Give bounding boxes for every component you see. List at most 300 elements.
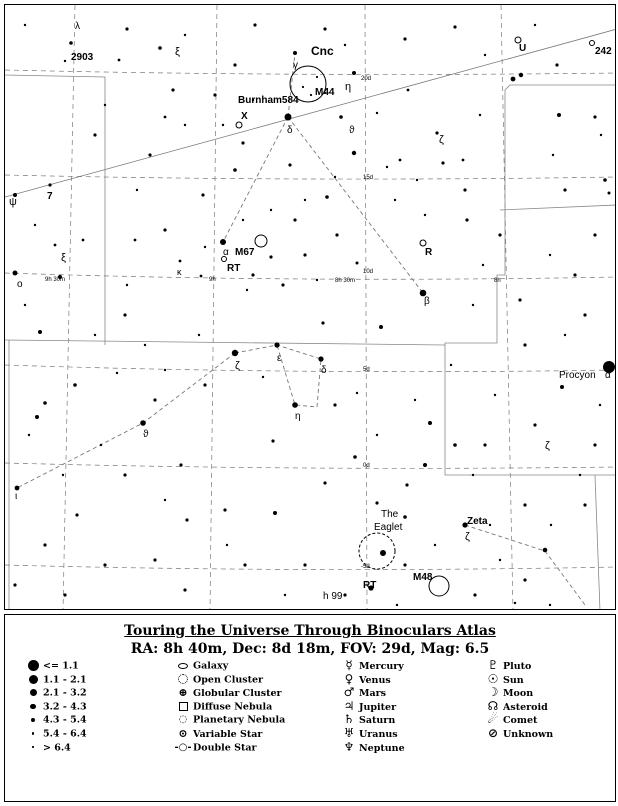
planet-row-label: Jupiter: [359, 701, 397, 713]
star: [403, 37, 406, 40]
star: [579, 474, 581, 476]
procyon-label: Procyon: [559, 370, 596, 381]
ra-9h-label: 9h: [209, 277, 216, 283]
star: [511, 77, 516, 82]
star: [222, 124, 224, 126]
rt2-label: RT: [363, 580, 377, 591]
star: [557, 113, 561, 117]
star: [353, 455, 357, 459]
star: [284, 594, 286, 596]
star: [274, 342, 279, 347]
theta-cnc-label: ϑ: [349, 125, 355, 136]
object-type-row: [173, 741, 285, 755]
dec-20-label: 20d: [361, 76, 372, 82]
stars: [13, 23, 616, 606]
planet-symbol-icon: ♄: [343, 712, 355, 727]
star: [164, 116, 167, 119]
star: [593, 115, 596, 118]
star: [288, 163, 291, 166]
star: [316, 279, 318, 281]
star: [482, 264, 484, 266]
star: [339, 115, 343, 119]
star: [13, 271, 18, 276]
star: [316, 76, 318, 78]
object-type-row-label: Globular Cluster: [193, 687, 282, 699]
star: [599, 404, 601, 406]
star: [73, 383, 77, 387]
rt-label: RT: [227, 263, 241, 274]
magnitude-dot-icon: [32, 732, 35, 735]
zeta-cmi-label: ζ: [545, 440, 550, 452]
alpha-cnc-label: α: [223, 247, 229, 258]
lambda-label: λ: [75, 21, 80, 32]
epsilon-hya-label: ε: [277, 353, 282, 364]
globular-cluster-icon: ⊕: [178, 686, 188, 700]
star: [396, 604, 398, 606]
star: [394, 199, 396, 201]
star: [103, 563, 106, 566]
magnitude-row-label: > 6.4: [43, 741, 71, 753]
star: [164, 499, 166, 501]
body-symbol-icon: ☽: [487, 685, 499, 700]
star: [560, 385, 564, 389]
star: [184, 124, 186, 126]
zeta-hya-label: ζ: [235, 360, 240, 372]
star: [600, 134, 602, 136]
eta-hya-label: η: [295, 411, 301, 422]
zeta-mon-label: ζ: [465, 531, 470, 543]
star: [203, 383, 206, 386]
star: [204, 246, 206, 248]
star: [549, 604, 551, 606]
star: [302, 86, 304, 88]
dec-grid: [5, 70, 616, 570]
star: [519, 73, 523, 77]
iota-hya-label: ι: [15, 491, 18, 502]
star: [118, 59, 121, 62]
m67-cluster-marker: [255, 235, 267, 247]
chart-labels: [9, 21, 612, 602]
dec-5-label: 5d: [363, 367, 370, 373]
star: [552, 154, 554, 156]
burnham584-label: Burnham584: [238, 95, 299, 106]
star: [379, 325, 383, 329]
object-type-row-label: Variable Star: [193, 728, 263, 740]
x-variable-marker: [236, 122, 242, 128]
star: [35, 415, 39, 419]
zeta-cnc-label: ζ: [439, 134, 444, 146]
psi-label: ψ: [9, 196, 17, 208]
object-type-row: [173, 659, 285, 673]
star: [242, 219, 244, 221]
star: [483, 443, 486, 446]
planet-row: [339, 713, 405, 727]
constellation-lines: [17, 53, 585, 605]
magnitude-row-label: 2.1 - 3.2: [43, 687, 87, 699]
magnitude-dot-icon: [30, 689, 37, 696]
planet-row-label: Mercury: [359, 660, 404, 672]
star: [403, 515, 407, 519]
ra-8h-label: 8h: [494, 278, 501, 284]
star: [523, 503, 526, 506]
star: [534, 24, 536, 26]
star: [405, 483, 408, 486]
planet-row: [339, 659, 405, 673]
body-symbol-icon: ☉: [487, 671, 499, 686]
star: [201, 193, 204, 196]
diffuse-nebula-icon: [179, 701, 188, 712]
star: [200, 275, 203, 278]
star: [453, 443, 457, 447]
planet-row-label: Mars: [359, 687, 387, 699]
magnitude-row: [23, 686, 87, 700]
star: [318, 356, 323, 361]
star: [246, 289, 248, 291]
eaglet-label-line1: The: [381, 509, 399, 520]
x-label: X: [241, 111, 248, 122]
star: [158, 46, 162, 50]
star: [376, 434, 378, 436]
object-type-row: [173, 686, 285, 700]
star: [549, 254, 551, 256]
star: [555, 63, 558, 66]
star: [125, 27, 128, 30]
star: [414, 399, 416, 401]
star: [179, 260, 182, 263]
planet-row-label: Neptune: [359, 742, 405, 754]
xi-top-label: ξ: [175, 46, 180, 58]
planet-row: [339, 700, 405, 714]
star: [153, 398, 156, 401]
star: [82, 239, 85, 242]
object-type-row-label: Galaxy: [193, 660, 229, 672]
object-type-row-label: Open Cluster: [193, 673, 264, 685]
star: [243, 563, 246, 566]
omicron-label: o: [17, 279, 23, 290]
star: [356, 262, 359, 265]
star: [198, 334, 200, 336]
body-symbol-icon: ♇: [487, 658, 499, 672]
magnitude-dot-icon: [31, 718, 35, 722]
star: [489, 524, 491, 526]
star: [293, 51, 297, 55]
star: [24, 24, 26, 26]
star: [335, 233, 338, 236]
star: [75, 513, 78, 516]
star: [523, 343, 526, 346]
planet-symbol-icon: ♃: [343, 698, 355, 713]
star: [352, 71, 356, 75]
other-body-row-label: Unknown: [503, 728, 554, 740]
star: [293, 218, 296, 221]
ra-9h30-label: 9h 30m: [45, 277, 66, 283]
star: [386, 166, 388, 168]
star: [407, 89, 410, 92]
star: [465, 218, 468, 221]
r-variable-marker: [420, 240, 426, 246]
star: [116, 372, 118, 374]
star: [356, 392, 358, 394]
other-body-row-label: Pluto: [503, 660, 532, 672]
star: [223, 508, 226, 511]
star: [593, 443, 596, 446]
other-body-row: [483, 673, 553, 687]
star: [403, 563, 406, 566]
star: [564, 334, 566, 336]
star: [163, 228, 166, 231]
star: [253, 23, 256, 26]
planet-row: [339, 686, 405, 700]
planetary-nebula-icon: ◌: [178, 714, 188, 726]
star: [514, 602, 516, 604]
star-chart-canvas: [5, 5, 616, 610]
object-type-row: [173, 713, 285, 727]
magnitude-dot-icon: [32, 746, 34, 748]
other-bodies-legend: [483, 659, 553, 741]
dec-0-label: 0d: [363, 463, 370, 469]
object-type-row: [173, 700, 285, 714]
zeta-label: Zeta: [467, 516, 488, 527]
242-marker: [590, 41, 595, 46]
planet-row-label: Uranus: [359, 728, 398, 740]
star: [434, 544, 436, 546]
magnitude-row: [23, 659, 87, 673]
star: [233, 63, 236, 66]
star: [518, 298, 521, 301]
star: [104, 104, 106, 106]
star: [126, 284, 128, 286]
star: [484, 54, 486, 56]
star: [220, 239, 226, 245]
star: [375, 501, 378, 504]
kappa-label: κ: [177, 267, 182, 277]
legend-panel: [4, 614, 616, 802]
object-type-row: [173, 673, 285, 687]
magnitude-row-label: 1.1 - 2.1: [43, 673, 87, 685]
dec-m5-label: -5d: [361, 564, 370, 570]
star: [28, 434, 30, 436]
star: [399, 159, 402, 162]
double-star-icon: -○-: [174, 741, 192, 753]
star: [304, 199, 306, 201]
star: [62, 474, 64, 476]
seven-label: 7: [47, 191, 53, 202]
star: [573, 273, 576, 276]
procyon-alpha-label: α: [605, 370, 611, 381]
star: [303, 253, 306, 256]
star: [144, 344, 146, 346]
star: [334, 176, 336, 178]
star: [376, 112, 378, 114]
star: [424, 214, 426, 216]
star: [273, 511, 277, 515]
object-type-row-label: Double Star: [193, 741, 257, 753]
star: [583, 503, 586, 506]
star: [380, 550, 386, 556]
magnitude-row: [23, 673, 87, 687]
magnitude-row: [23, 713, 87, 727]
magnitude-legend: [23, 659, 87, 754]
beta-cnc-label: β: [424, 296, 430, 307]
star: [185, 518, 188, 521]
constellation-boundaries: [5, 75, 616, 610]
star: [226, 544, 228, 546]
magnitude-row: [23, 727, 87, 741]
delta-hya-label: δ: [321, 365, 327, 376]
legend-subtitle: RA: 8h 40m, Dec: 8d 18m, FOV: 29d, Mag: 6.5: [130, 641, 490, 657]
star: [171, 88, 174, 91]
xi-left-label: ξ: [61, 252, 66, 264]
planet-symbol-icon: ☿: [345, 658, 353, 672]
star: [550, 524, 552, 526]
magnitude-row-label: 5.4 - 6.4: [43, 728, 87, 740]
other-body-row: [483, 700, 553, 714]
magnitude-row: [23, 700, 87, 714]
magnitude-row: [23, 741, 87, 755]
m44-label: M44: [315, 87, 335, 98]
star: [270, 209, 272, 211]
star: [344, 44, 346, 46]
star: [533, 423, 536, 426]
star: [93, 133, 96, 136]
other-body-row-label: Moon: [503, 687, 534, 699]
star: [608, 192, 611, 195]
star: [15, 486, 20, 491]
body-symbol-icon: ⊘: [487, 725, 499, 740]
other-body-row-label: Sun: [503, 674, 524, 686]
other-body-row-label: Comet: [503, 715, 538, 727]
star: [63, 593, 66, 596]
star: [69, 41, 73, 45]
eaglet-label-line2: Eaglet: [374, 522, 403, 533]
planet-row: [339, 727, 405, 741]
star: [64, 60, 66, 62]
ngc2903-label: 2903: [71, 52, 94, 63]
star: [343, 593, 346, 596]
galaxy-icon: [178, 660, 188, 671]
delta-cnc-label: δ: [287, 125, 293, 136]
star: [134, 239, 137, 242]
star: [262, 376, 264, 378]
star: [251, 273, 254, 276]
star: [479, 114, 481, 116]
star: [428, 421, 432, 425]
star: [462, 159, 465, 162]
star: [179, 463, 182, 466]
planet-symbol-icon: ♆: [343, 739, 355, 754]
star: [233, 168, 237, 172]
star: [34, 224, 36, 226]
other-body-row: [483, 659, 553, 673]
star: [583, 313, 586, 316]
star: [450, 364, 452, 366]
star: [184, 34, 186, 36]
star: [321, 321, 324, 324]
other-body-row: [483, 713, 553, 727]
star: [593, 233, 596, 236]
star: [183, 588, 186, 591]
m48-label: M48: [413, 572, 433, 583]
object-type-row-label: Diffuse Nebula: [193, 701, 273, 713]
star: [603, 178, 607, 182]
object-type-row: [173, 727, 285, 741]
dec-15-label: 15d: [363, 175, 374, 181]
star: [43, 543, 46, 546]
planet-symbol-icon: ♅: [343, 725, 355, 740]
deep-sky-markers: [222, 37, 595, 596]
body-symbol-icon: ☊: [487, 698, 499, 713]
star: [325, 195, 329, 199]
other-body-row-label: Asteroid: [503, 701, 548, 713]
star: [563, 188, 566, 191]
star: [148, 153, 151, 156]
star: [498, 233, 501, 236]
star: [164, 369, 166, 371]
theta-hya-label: ϑ: [143, 429, 149, 440]
magnitude-dot-icon: [28, 660, 39, 671]
planet-legend: [339, 659, 405, 754]
planet-symbol-icon: ♂: [343, 685, 355, 700]
star: [352, 151, 356, 155]
242-label: 242: [595, 46, 612, 57]
r-label: R: [425, 247, 433, 258]
star: [136, 189, 138, 191]
star: [271, 439, 274, 442]
eta-cnc-label: η: [345, 81, 352, 93]
magnitude-row-label: 3.2 - 4.3: [43, 701, 87, 713]
star: [453, 25, 456, 28]
star: [123, 473, 126, 476]
star: [43, 401, 47, 405]
star: [472, 304, 474, 306]
legend-title: Touring the Universe Through Binoculars Atlas: [124, 623, 496, 639]
star: [281, 283, 284, 286]
magnitude-row-label: 4.3 - 5.4: [43, 714, 87, 726]
magnitude-dot-icon: [30, 704, 36, 710]
star: [463, 188, 466, 191]
star-chart: [4, 4, 616, 610]
dec-10-label: 10d: [363, 269, 374, 275]
star: [473, 593, 476, 596]
star: [100, 444, 102, 446]
star: [499, 559, 501, 561]
gamma-cnc-label: γ: [293, 60, 298, 71]
planet-row-label: Venus: [359, 674, 391, 686]
object-type-legend: [173, 659, 285, 754]
star: [140, 420, 146, 426]
planet-row: [339, 741, 405, 755]
star: [24, 304, 26, 306]
other-body-row: [483, 686, 553, 700]
star: [292, 402, 298, 408]
star: [303, 563, 306, 566]
star: [310, 94, 312, 96]
star: [423, 463, 427, 467]
star: [213, 93, 216, 96]
star: [494, 394, 496, 396]
star: [543, 548, 548, 553]
star: [241, 141, 244, 144]
star: [523, 578, 526, 581]
magnitude-dot-icon: [29, 675, 38, 684]
h99-label: h 99: [323, 591, 343, 602]
star: [416, 179, 418, 181]
planet-row-label: Saturn: [359, 715, 396, 727]
star: [232, 350, 238, 356]
star: [269, 255, 272, 258]
star: [323, 27, 326, 30]
u-label: U: [519, 43, 527, 54]
